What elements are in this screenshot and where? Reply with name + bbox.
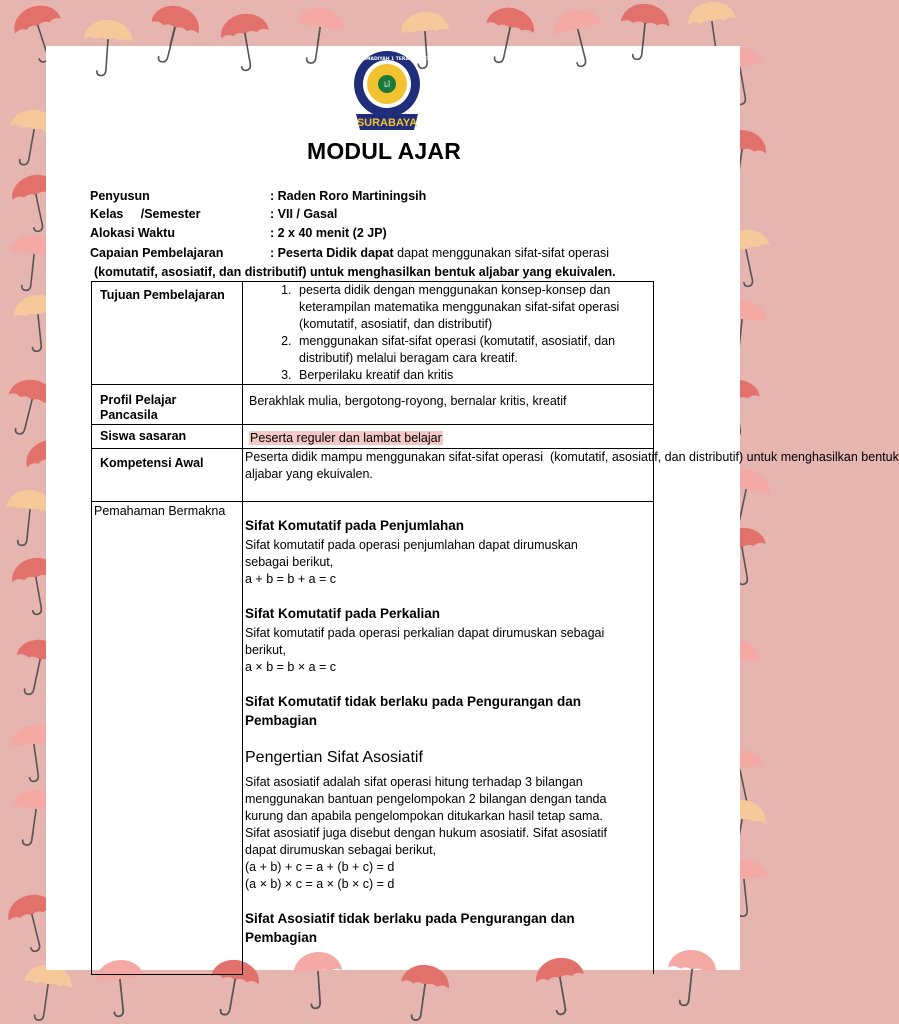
heading-pengertian-asosiatif: Pengertian Sifat Asosiatif (245, 749, 423, 766)
paragraph-komutatif-penjumlahan: Sifat komutatif pada operasi penjumlahan dapat dirumuskan sebagai berikut, a + b = b + a = c (245, 538, 578, 586)
svg-text:أنا: أنا (383, 81, 391, 89)
row-tujuan (92, 282, 654, 385)
list-item: 2. menggunakan sifat-sifat operasi (komutatif, asosiatif, dan distributif) melalui beragam cara kreatif. (295, 333, 647, 367)
pemahaman-label: Pemahaman Bermakna (94, 504, 226, 518)
row-sasaran (92, 425, 654, 449)
tujuan-list (243, 282, 653, 384)
kompetensi-value: Peserta didik mampu menggunakan sifat-sifat operasi (komutatif, asosiatif, dan distributif) untuk menghasilkan bentuk aljabar yang ekuivalen. (245, 450, 899, 481)
page-title: MODUL AJAR (306, 138, 462, 164)
list-item: 3. Berperilaku kreatif dan kritis (295, 367, 647, 384)
sasaran-label: Siswa sasaran (100, 429, 187, 443)
row-profil (92, 385, 654, 425)
svg-text:SURABAYA: SURABAYA (356, 117, 418, 129)
sasaran-value: Peserta reguler dan lambat belajar (250, 431, 442, 445)
heading-komutatif-tidak-berlaku: Sifat Komutatif tidak berlaku pada Pengurangan dan Pembagian (245, 694, 582, 728)
module-table (91, 281, 899, 975)
paragraph-asosiatif: Sifat asosiatif adalah sifat operasi hitung terhadap 3 bilangan menggunakan bantuan pengelompokan 2 bilangan dengan tanda kurung dan apabila pengelompokan ditukarkan hasil tetap sama. Sifat asosiatif juga disebut dengan hukum asosiatif. Sifat asosiatif dapat dirumuskan sebagai berikut, (a + b) + c = a + (b + c) = d (a × b) × c = a × (b × c) = d (245, 775, 608, 891)
paragraph-komutatif-perkalian: Sifat komutatif pada operasi perkalian dapat dirumuskan sebagai berikut, a × b = b × a = c (245, 626, 605, 674)
school-logo (333, 50, 441, 132)
kompetensi-label: Kompetensi Awal (100, 456, 204, 470)
profil-value: Berakhlak mulia, bergotong-royong, bernalar kritis, kreatif (249, 394, 567, 408)
row-pemahaman (92, 502, 654, 975)
heading-komutatif-perkalian: Sifat Komutatif pada Perkalian (245, 606, 441, 621)
list-item: 1. peserta didik dengan menggunakan konsep-konsep dan keterampilan matematika menggunakan sifat-sifat operasi (komutatif, asosiatif, dan distributif) (295, 282, 647, 333)
row-kompetensi (92, 449, 654, 502)
profil-label: Profil Pelajar Pancasila (100, 393, 177, 422)
pemahaman-content (243, 502, 653, 974)
heading-komutatif-penjumlahan: Sifat Komutatif pada Penjumlahan (245, 518, 465, 533)
svg-text:SMP MUHAMMADIYAH 1 TERAKREDITA: SMP MUHAMMADIYAH 1 TERAKREDITASI A (333, 57, 441, 62)
heading-asosiatif-tidak-berlaku: Sifat Asosiatif tidak berlaku pada Pengurangan dan Pembagian (245, 911, 575, 945)
tujuan-label: Tujuan Pembelajaran (100, 288, 225, 302)
meta-capaian-continued: (komutatif, asosiatif, dan distributif) untuk menghasilkan bentuk aljabar yang ekuivalen. (94, 265, 616, 279)
